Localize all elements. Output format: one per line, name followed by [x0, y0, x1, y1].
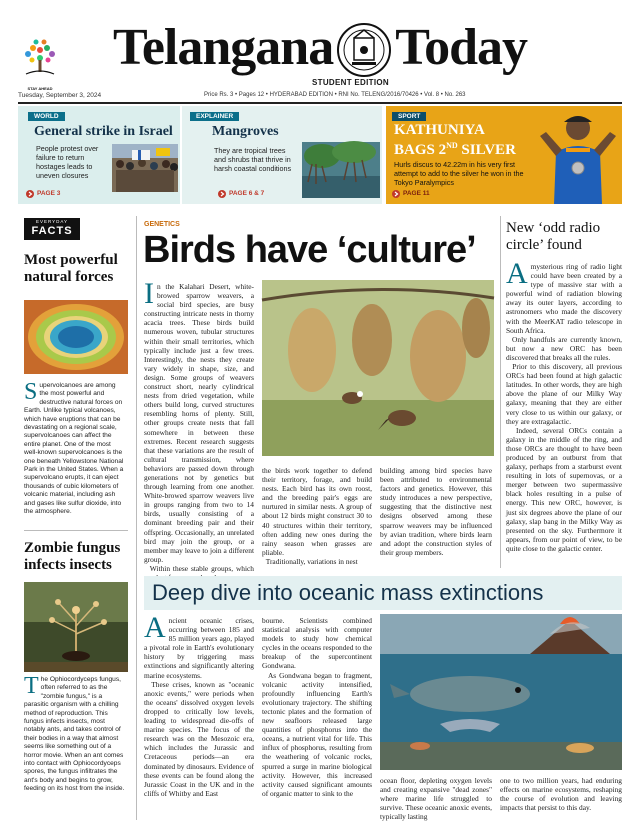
divider: [24, 530, 128, 531]
teaser-sport[interactable]: [386, 106, 622, 204]
radio-p2: Only handfuls are currently known, but now a new ORC has been discovered that breaks all the rules.: [506, 334, 622, 362]
radio-body: [506, 257, 622, 568]
deep-col4: one to two million years, had enduring effects on marine ecosystems, reshaping the course of evolution and leaving impacts that persist to this day.: [500, 776, 622, 813]
arrow-right-icon: [392, 190, 400, 198]
teaser-headline: Mangroves: [212, 124, 279, 139]
teaser-body-explainer: They are tropical trees and shrubs that thrive in harsh coastal conditions: [214, 146, 292, 173]
state-emblem-icon: [336, 22, 392, 78]
protest-crowd-photo: [112, 144, 178, 192]
radio-headline: New ‘odd radio circle’ found: [506, 220, 601, 253]
deep-col1: [144, 611, 254, 822]
facts-dropcap: S: [24, 379, 38, 405]
deep-dive-headline: Deep dive into oceanic mass extinctions: [152, 580, 544, 605]
headline-line1: KATHUNIYA: [394, 122, 485, 138]
deep-col2-p2: As Gondwana began to fragment, volcanic activity intensified, profoundly influencing Earth's evolutionary trajectory. The shifting tectonic plates and the formation of new seafloors released large quantities of phosphorus into the oceans, a nutrient vital for life. This influx of phosphorus, resulting from the weathering of volcanic rocks, spurred a surge in marine biological activity. However, this increased activity caused significant amounts of organic matter to sink to the: [262, 670, 372, 798]
radio-dropcap: A: [506, 257, 528, 290]
deep-col1-text: ncient oceanic crises, occurring between 185 and 85 million years ago, played a pivotal role in Earth's evolutionary history by triggering mass extinctions and significantly altering marine ecosystems.: [144, 616, 254, 680]
teaser-tag: WORLD: [28, 112, 65, 121]
birds-col2-text: the birds work together to defend their territory, forage, and build nests. Each bird has its own roost, and the breeding pair's eggs are nurtured in similar nests. A group of about 12 birds might construct 30 to 40 structures within their territory, often adding new ones during the rainy season when grasses are pliable.: [262, 466, 372, 557]
birds-col3: building among bird species have been attributed to environmental factors and genetics. However, this study introduces a new perspective, suggesting that the distinctive nest designs observed among these sparrow weavers may be influenced by avian tradition, where birds learn and adopt the construction styles of their group members.: [380, 466, 492, 557]
deep-col1-p2: These crises, known as "oceanic anoxic events," were periods when the oceans' dissolved oxygen levels dropped to critically low levels, leading to widespread die-offs of marine species. The focus of the research was on the Mesozoic era, which includes the Jurassic and Cretaceous periods—an era dominated by dinosaurs. Evidence of these events can be found along the Jurassic Coast in the UK and in the cliffs of Whitby and East: [144, 679, 254, 798]
teaser-body-world: People protest over failure to return hostages leads to uneven closures: [36, 144, 99, 180]
facts-body-text: upervolcanoes are among the most powerful and destructive natural forces on Earth. Unlike typical volcanoes, which have eruptions that can be devastating on a regional scale, supervolcanoes can affect the entire planet. One of the most well-known supervolcanoes is the one beneath Yellowstone National Park in the United States. When a supervolcano erupts, it can eject thousands of cubic kilometers of volcanic material, including ash and gases like sulfur dioxide, into the atmosphere.: [24, 382, 124, 516]
radio-p3: Prior to this discovery, all previous ORCs had been found at high galactic latitudes. In other words, they are high above the plane of our Milky Way galaxy, meaning that they are either very close to us within our galaxy, or they are extragalactic.: [506, 362, 622, 426]
birds-col1-text: n the Kalahari Desert, white-browed sparrow weavers, a social bird species, are busy constructing intricate nests in thorny acacia trees. These birds build numerous woven, tubular structures within their small territories, which typically include just a few trees. Interestingly, the nests they create vary widely in shape, size, and design. Some groups of weavers construct short, nearly cylindrical nests from dried vegetation, while others build long, curved structures resembling horns of plenty. Still, other groups create nests that fall somewhere in between these extremes. Recent research suggests that these variations are the result of cultural transmission, where behaviors are passed down through generations not by genetics but through learning from one another. White-browed sparrow weavers live in groups ranging from two to 14 birds, usually consisting of a dominant breeding pair and their offspring. Occasionally, an unrelated bird may join the group, or a member may leave to join a different group.: [144, 282, 254, 564]
arrow-right-icon: [26, 190, 34, 198]
birds-col2: [262, 466, 372, 566]
mangrove-photo: [302, 142, 380, 198]
birds-col2-end: Traditionally, variations in nest: [265, 556, 358, 566]
zombie-headline: Zombie fungus infects insects: [24, 540, 121, 573]
zombie-body-text: he Ophiocordyceps fungus, often referred to as the "zombie fungus," is a parasitic organism with a chilling method of reproduction. This fungus infects insects, most notably ants, and takes control of their bodies in a way that almost seems like something out of a horror movie. When an ant comes into contact with Ophiocordyceps spores, the fungus infiltrates the ant's body and begins to grow, feeding on its host from the inside.: [24, 676, 125, 793]
tree-logo-icon: [18, 36, 62, 84]
hot-spring-photo: [24, 300, 128, 374]
radio-p4: Indeed, several ORCs contain a galaxy in the middle of the ring, and those ORCs are thought to have been produced by an outburst from that galaxy, perhaps from a starburst event resulting in lots of supernovas, or a merger between two supermassive black holes resulting in a pulse of energy. This new ORC, however, is just six degrees above the plane of our galaxy, slap bang in the Milky Way as presented on the sky. Furthermore it appears, from our point of view, to be quite close to the galactic center.: [506, 425, 622, 553]
birds-dropcap: I: [144, 277, 154, 310]
article-kicker: GENETICS: [144, 221, 180, 228]
column-divider: [136, 216, 137, 820]
zombie-dropcap: T: [24, 673, 39, 699]
teaser-headline: General strike in Israel: [34, 124, 173, 139]
teaser-page-ref-world[interactable]: PAGE 3: [37, 190, 61, 197]
facts-headline: Most powerful natural forces: [24, 252, 118, 285]
prehistoric-ocean-illustration: [380, 614, 622, 770]
facts-body: [24, 379, 126, 517]
headline-sup: ND: [446, 141, 458, 150]
column-divider: [500, 216, 501, 568]
birds-col1-end: Within these stable groups, which: [149, 563, 254, 573]
radio-p1: mysterious ring of radio light could have been created by a type of massive star with a powerful wind of radiation blowing away its outer layers, according to astronomers who made the discovery with the MeerKAT radio telescope in South Africa.: [506, 262, 622, 335]
edition-label: STUDENT EDITION: [312, 78, 389, 87]
deep-col3: ocean floor, depleting oxygen levels and creating expansive "dead zones" where marine life struggled to survive. These oceanic anoxic events, typically lasting: [380, 776, 492, 822]
headline-line2a: BAGS 2: [394, 142, 447, 158]
deep-col2-text: bourne. Scientists combined statistical analysis with computer models to study how chemical cycles in the oceans responded to the breakup of the supercontinent Gondwana.: [262, 616, 372, 671]
headline-line2b: SILVER: [457, 142, 516, 158]
article-headline: Birds have ‘culture’: [143, 229, 476, 271]
teaser-body-sport: Hurls discus to 42.22m in his very first attempt to add to the silver he won in the Tokyo Paralympics: [394, 160, 524, 187]
teaser-tag: SPORT: [392, 112, 426, 121]
teaser-headline: [394, 122, 516, 158]
teaser-tag: EXPLAINER: [190, 112, 239, 121]
masthead-title-right: Today: [395, 19, 528, 76]
birds-col1: [144, 277, 254, 573]
zombie-body: [24, 673, 126, 794]
fungus-photo: [24, 582, 128, 672]
masthead-title-left: Telangana: [112, 19, 334, 76]
deep-dropcap: A: [144, 611, 166, 644]
dateline: Tuesday, September 3, 2024: [18, 92, 102, 99]
badge-top: EVERYDAY: [35, 219, 69, 224]
logo-caption: STAY AHEAD: [27, 86, 53, 91]
teaser-page-ref-explainer[interactable]: PAGE 6 & 7: [229, 190, 265, 197]
everyday-facts-badge: [24, 218, 80, 240]
weaver-nests-photo: [262, 280, 494, 456]
teaser-page-ref-sport[interactable]: PAGE 11: [403, 190, 430, 197]
arrow-right-icon: [218, 190, 226, 198]
masthead-title: [100, 18, 540, 78]
issue-meta: Price Rs. 3 • Pages 12 • HYDERABAD EDITION • RNI No. TELENG/2016/70426 • Vol. 8 • No. 263: [204, 92, 466, 98]
masthead-rule: [18, 102, 622, 104]
athlete-photo: [532, 106, 622, 204]
badge-main: FACTS: [31, 225, 73, 237]
deep-col2: [262, 616, 372, 822]
